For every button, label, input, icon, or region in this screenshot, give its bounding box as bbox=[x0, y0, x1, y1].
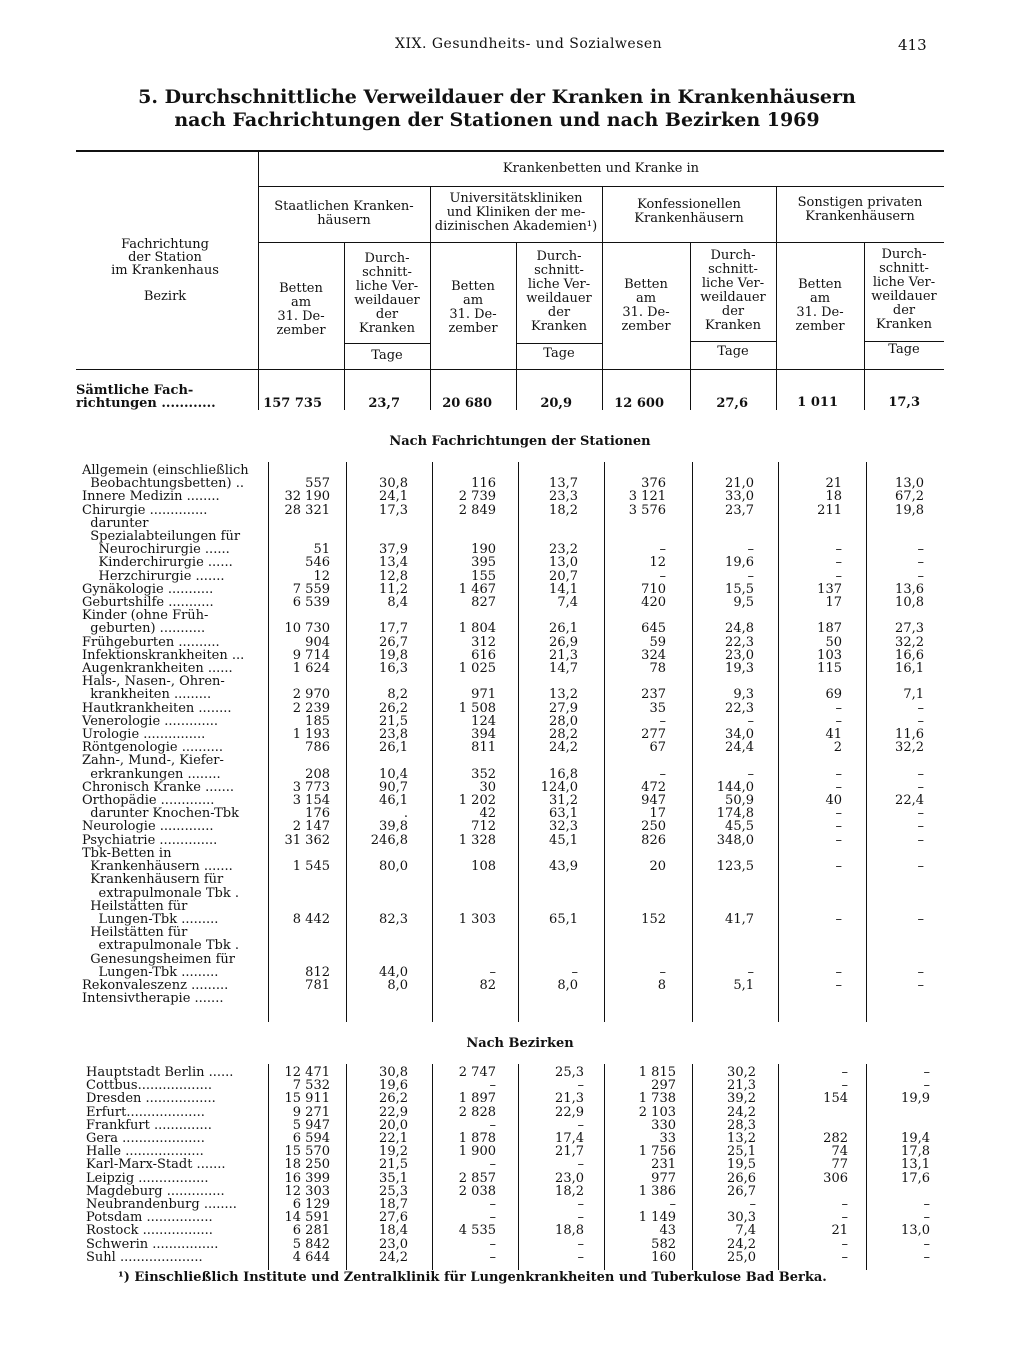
group-header-staatlich: Staatlichen Kranken- häusern bbox=[274, 199, 414, 228]
head-bottom-rule bbox=[76, 369, 944, 370]
total-value: 20,9 bbox=[540, 396, 572, 411]
section-heading-bezirke: Nach Bezirken bbox=[466, 1036, 574, 1051]
top-rule bbox=[76, 150, 944, 152]
col-head-dauer-1: Durch- schnitt- liche Ver- weildauer der Kranken bbox=[354, 251, 420, 336]
super-header: Krankenbetten und Kranke in bbox=[502, 161, 700, 176]
group-rule bbox=[258, 242, 944, 243]
total-value: 20 680 bbox=[442, 396, 492, 411]
group-header-uni: Universitätskliniken und Kliniken der me- dizinischen Akademien¹) bbox=[434, 191, 598, 234]
group-header-konfessionell: Konfessionellen Krankenhäusern bbox=[634, 197, 744, 226]
bez-col-betten-staatlich: 12 471 7 532 15 911 9 271 5 947 6 594 15 570 18 250 16 399 12 303 6 129 14 591 6 281 5 842 4 644 bbox=[284, 1065, 330, 1265]
total-value: 17,3 bbox=[888, 395, 920, 410]
table-title-line1: 5. Durchschnittliche Verweildauer der Kranken in Krankenhäusern bbox=[138, 86, 856, 108]
total-value: 23,7 bbox=[368, 396, 400, 411]
bez-col-dauer-staatlich: 30,8 19,6 26,2 22,9 20,0 22,1 19,2 21,5 35,1 25,3 18,7 27,6 18,4 23,0 24,2 bbox=[379, 1065, 408, 1265]
section-title: XIX. Gesundheits- und Sozialwesen bbox=[395, 36, 663, 52]
fach-col-dauer-privat: 13,0 67,2 19,8 – – – 13,6 10,8 27,3 32,2 16,6 16,1 7,1 – – 11,6 32,2 – – 22,4 – – – – – – – bbox=[895, 476, 924, 993]
fach-col-betten-privat: 21 18 211 – – – 137 17 187 50 103 115 69 – – 41 2 – – 40 – – – – – – – bbox=[817, 476, 842, 993]
super-rule bbox=[258, 186, 944, 187]
fach-col-dauer-konf: 21,0 33,0 23,7 – 19,6 – 15,5 9,5 24,8 22,3 23,0 19,3 9,3 22,3 – 34,0 24,4 – 144,0 50,9 174,8 45,5 348,0 123,5 41,7 – 5,1 bbox=[716, 476, 754, 993]
unit-rule-2 bbox=[516, 343, 602, 344]
bez-col-betten-konf: 1 815 297 1 738 2 103 330 33 1 756 231 977 1 386 – 1 149 43 582 160 bbox=[638, 1065, 676, 1265]
col-head-betten-4: Betten am 31. De- zember bbox=[795, 277, 845, 334]
total-value: 157 735 bbox=[263, 396, 322, 411]
col-head-dauer-3: Durch- schnitt- liche Ver- weildauer der Kranken bbox=[700, 248, 766, 333]
section-heading-fachrichtungen: Nach Fachrichtungen der Stationen bbox=[389, 434, 651, 449]
col-head-dauer-4: Durch- schnitt- liche Ver- weildauer der Kranken bbox=[871, 247, 937, 332]
fach-col-betten-uni: 116 2 739 2 849 190 395 155 1 467 827 1 804 312 616 1 025 971 1 508 124 394 811 352 30 1 202 42 712 1 328 108 1 303 – 82 bbox=[458, 476, 496, 993]
bez-col-betten-privat: – – 154 282 74 77 306 – – 21 – – bbox=[823, 1065, 848, 1265]
col-head-unit-3: Tage bbox=[717, 344, 749, 359]
fach-labels: Allgemein (einschließlich Beobachtungsbetten) .. Innere Medizin ........ Chirurgie .............. darunter Spezialabteilungen für Neurochirurgie ...... Kinderchirurgie ...... Herzchirurgie ....... Gynäkologie ........... Geburtshilfe ........... Kinder (ohne Früh- geburten) ........... Frühgeburten .......... Infektionskrankheiten ... Augenkrankheiten ...... Hals-, Nasen-, Ohren- krankheiten ......... Hautkrankheiten ........ Venerologie ............. Urologie ............... Röntgenologie .......... Zahn-, Mund-, Kiefer- erkrankungen ........ Chronisch Kranke ....... Orthopädie ............. darunter Knochen-Tbk Neurologie ............. Psychiatrie .............. Tbk-Betten in Krankenhäusern ....... Krankenhäusern für extrapulmonale Tbk . Heilstätten für Lungen-Tbk ......... Heilstätten für extrapulmonale Tbk . Genesungsheimen für Lungen-Tbk ......... Rekonvaleszenz ......... Intensivtherapie ....... bbox=[82, 463, 249, 1007]
col-head-betten-1: Betten am 31. De- zember bbox=[276, 281, 326, 338]
col-head-betten-3: Betten am 31. De- zember bbox=[621, 277, 671, 334]
fach-col-betten-staatlich: 557 32 190 28 321 51 546 12 7 559 6 539 10 730 904 9 714 1 624 2 970 2 239 185 1 193 786 208 3 773 3 154 176 2 147 31 362 1 545 8 442 812 781 bbox=[284, 476, 330, 993]
bez-col-dauer-uni: 25,3 – 21,3 22,9 – 17,4 21,7 – 23,0 18,2 – – 18,8 – – bbox=[555, 1065, 584, 1265]
table-title-line2: nach Fachrichtungen der Stationen und nach Bezirken 1969 bbox=[174, 109, 820, 131]
total-value: 1 011 bbox=[797, 395, 838, 410]
col-head-dauer-2: Durch- schnitt- liche Ver- weildauer der Kranken bbox=[526, 249, 592, 334]
total-label: Sämtliche Fach- richtungen ............ bbox=[76, 383, 216, 412]
fach-col-betten-konf: 376 3 121 3 576 – 12 – 710 420 645 59 324 78 237 35 – 277 67 – 472 947 17 250 826 20 152 – 8 bbox=[628, 476, 666, 993]
bezirk-labels: Hauptstadt Berlin ...... Cottbus.................. Dresden ................. Erfurt................... Frankfurt .............. Gera .................... Halle ................... Karl-Marx-Stadt ....... Leipzig ................. Magdeburg .............. Neubrandenburg ........ Potsdam ................ Rostock ................. Schwerin ................ Suhl .................... bbox=[86, 1065, 237, 1265]
col-head-unit-4: Tage bbox=[888, 342, 920, 357]
page-number: 413 bbox=[898, 36, 927, 54]
group-header-privat: Sonstigen privaten Krankenhäusern bbox=[797, 195, 923, 224]
col-head-unit-1: Tage bbox=[371, 348, 403, 363]
bez-col-betten-uni: 2 747 – 1 897 2 828 – 1 878 1 900 – 2 857 2 038 – – 4 535 – – bbox=[458, 1065, 496, 1265]
col-head-betten-2: Betten am 31. De- zember bbox=[448, 279, 498, 336]
running-header bbox=[0, 36, 1024, 56]
vrule-stub bbox=[258, 152, 259, 410]
bez-col-dauer-privat: – – 19,9 19,4 17,8 13,1 17,6 – – 13,0 – – bbox=[901, 1065, 930, 1265]
unit-rule-1 bbox=[344, 343, 430, 344]
fach-col-dauer-staatlich: 30,8 24,1 17,3 37,9 13,4 12,8 11,2 8,4 17,7 26,7 19,8 16,3 8,2 26,2 21,5 23,8 26,1 10,4 90,7 46,1 . 39,8 246,8 80,0 82,3 44,0 8,0 bbox=[370, 476, 408, 993]
total-value: 12 600 bbox=[614, 396, 664, 411]
col-head-unit-2: Tage bbox=[543, 346, 575, 361]
footnote: ¹) Einschließlich Institute und Zentralklinik für Lungenkrankheiten und Tuberkulose Bad Berka. bbox=[118, 1270, 827, 1285]
total-value: 27,6 bbox=[716, 396, 748, 411]
unit-rule-3 bbox=[690, 341, 776, 342]
fach-col-dauer-uni: 13,7 23,3 18,2 23,2 13,0 20,7 14,1 7,4 26,1 26,9 21,3 14,7 13,2 27,9 28,0 28,2 24,2 16,8 124,0 31,2 63,1 32,3 45,1 43,9 65,1 – 8,0 bbox=[540, 476, 578, 993]
bez-col-dauer-konf: 30,2 21,3 39,2 24,2 28,3 13,2 25,1 19,5 26,6 26,7 – 30,3 7,4 24,2 25,0 bbox=[727, 1065, 756, 1265]
stub-header: Fachrichtung der Station im Krankenhaus Bezirk bbox=[111, 237, 219, 304]
